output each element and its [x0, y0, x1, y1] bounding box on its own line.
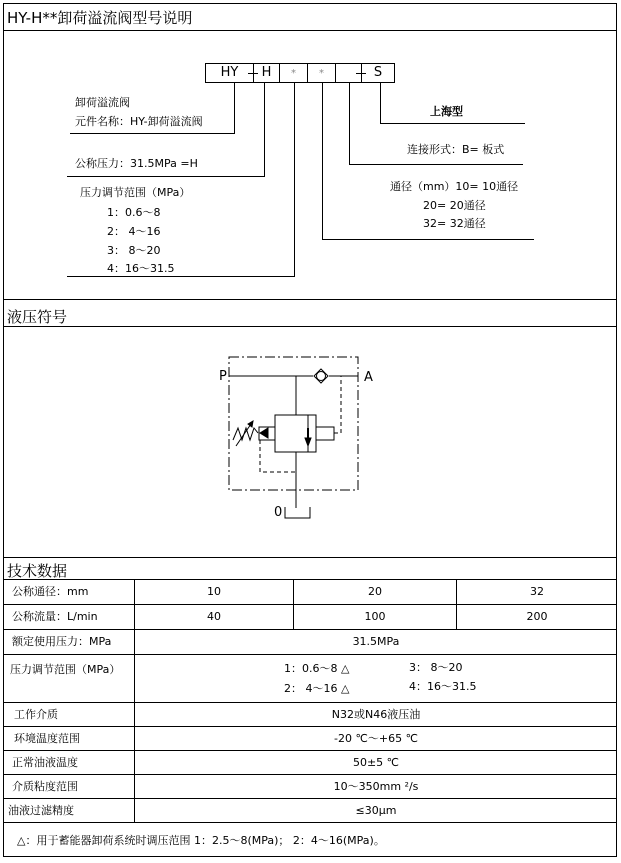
tech-section-title: 技术数据 — [7, 562, 68, 580]
pressure-range-item: 4：16～31.5 — [107, 262, 175, 275]
code-text: H — [261, 65, 272, 80]
table-row-label: 公称通径：mm — [12, 585, 89, 598]
table-row-label: 环境温度范围 — [14, 731, 80, 745]
table-cell: 10～350mm ²/s — [333, 779, 419, 793]
pressure-range-item: 3： 8～20 — [107, 244, 161, 257]
range-item: 2： 4～16 △ — [284, 682, 350, 695]
code-text: * — [291, 68, 296, 79]
table-row-label: 额定使用压力：MPa — [12, 635, 112, 648]
bore-line: 通径（mm）10= 10通径 — [390, 180, 519, 193]
valve-body — [275, 415, 316, 452]
valve-name: 卸荷溢流阀 — [75, 96, 130, 109]
footnote: △：用于蓄能器卸荷系统时调压范围 1：2.5～8(MPa)； 2：4～16(MPa)。 — [17, 834, 385, 847]
nominal-pressure: 公称压力：31.5MPa =H — [75, 157, 198, 170]
table-cell: 31.5MPa — [352, 635, 400, 648]
shanghai-type: 上海型 — [430, 105, 463, 118]
drain-line — [260, 440, 296, 472]
table-row-label: 压力调节范围（MPa） — [10, 663, 121, 676]
table-row-label: 公称流量：L/min — [12, 610, 98, 623]
table-cell: N32或N46液压油 — [331, 707, 421, 721]
bore-line: 32= 32通径 — [423, 217, 486, 230]
symbol-section-title: 液压符号 — [7, 308, 68, 326]
table-cell: ≤30μm — [355, 803, 397, 817]
table-row-label: 介质粘度范围 — [12, 779, 78, 793]
table-cell: 40 — [207, 610, 221, 623]
range-item: 3： 8～20 — [409, 661, 463, 674]
tank-icon — [285, 507, 310, 518]
spring-icon — [233, 428, 258, 440]
table-cell: 10 — [207, 585, 221, 598]
table-row-label: 油液过滤精度 — [8, 803, 74, 817]
pressure-range-title: 压力调节范围（MPa） — [80, 186, 191, 199]
port-a-label: A — [364, 370, 373, 385]
table-cell: 32 — [530, 585, 544, 598]
bore-line: 20= 20通径 — [423, 199, 486, 212]
table-cell: 100 — [364, 610, 386, 623]
code-text: HY — [220, 65, 239, 80]
range-item: 1：0.6～8 △ — [284, 662, 350, 675]
pressure-range-item: 1：0.6～8 — [107, 206, 161, 219]
port-o-label: 0 — [274, 505, 283, 520]
table-cell: 20 — [368, 585, 382, 598]
code-text: * — [319, 68, 324, 79]
pilot-box-right — [316, 427, 334, 440]
model-section-title: HY-H**卸荷溢流阀型号说明 — [7, 9, 193, 27]
check-valve-ball — [317, 372, 326, 381]
table-row-label: 正常油液温度 — [12, 755, 78, 769]
table-row-label: 工作介质 — [14, 707, 58, 721]
code-text: S — [373, 65, 383, 80]
table-cell: 50±5 ℃ — [352, 755, 400, 769]
divider — [3, 557, 617, 558]
pilot-triangle-icon — [260, 428, 268, 438]
pressure-range-item: 2： 4～16 — [107, 225, 161, 238]
pilot-line — [334, 376, 341, 433]
connection-type: 连接形式：B= 板式 — [407, 143, 505, 156]
range-item: 4：16～31.5 — [409, 680, 477, 693]
table-cell: 200 — [526, 610, 548, 623]
port-p-label: P — [219, 369, 227, 384]
component-name: 元件名称：HY-卸荷溢流阀 — [75, 115, 203, 128]
table-cell: -20 ℃～+65 ℃ — [334, 731, 418, 745]
